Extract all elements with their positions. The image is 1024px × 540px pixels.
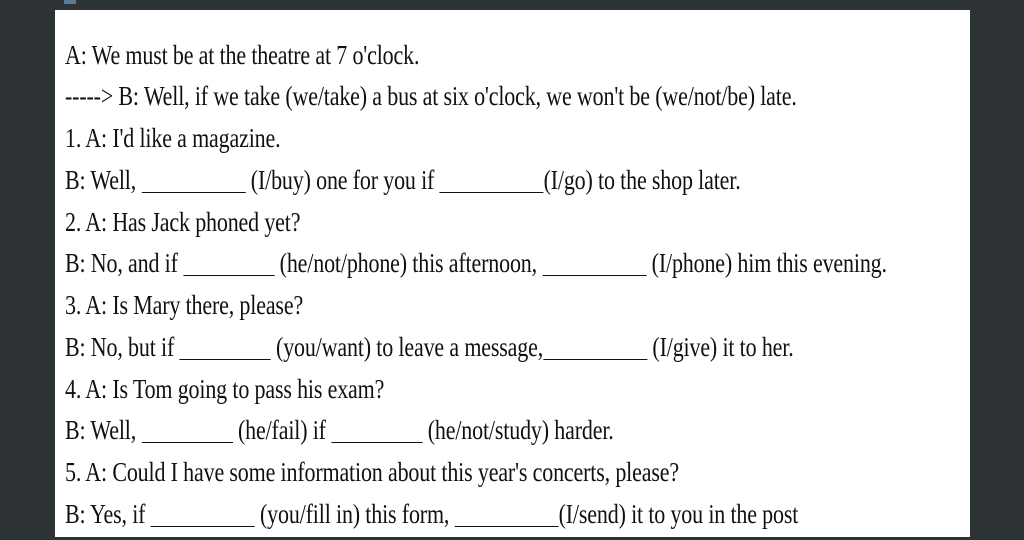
item-3-line-a: 3. A: Is Mary there, please? [65,289,304,320]
text-segment: (I/phone) him this evening. [646,247,887,278]
item-2-line-a: 2. A: Has Jack phoned yet? [65,206,301,237]
text-segment: (I/buy) one for you if [245,164,440,195]
answer-blank[interactable] [455,504,559,527]
item-2-line-b [65,248,887,278]
answer-blank[interactable] [542,253,646,276]
item-1-line-b [65,165,741,195]
text-segment: (I/go) to the shop later. [543,164,741,195]
answer-blank[interactable] [543,337,647,360]
text-segment: (I/give) it to her. [647,331,794,362]
text-segment: (he/fail) if [232,414,332,445]
text-segment: B: Yes, if [65,498,151,529]
text-segment: (you/fill in) this form, [254,498,455,529]
text-segment: B: Well, [65,164,142,195]
item-3-line-b [65,332,794,362]
text-segment: (you/want) to leave a message, [270,331,544,362]
text-segment: (he/not/phone) this afternoon, [274,247,543,278]
text-segment: B: No, but if [65,331,180,362]
text-segment: (he/not/study) harder. [422,414,614,445]
answer-blank[interactable] [183,253,274,276]
text-segment: B: No, and if [65,247,184,278]
item-5-line-b [65,499,798,529]
answer-blank[interactable] [141,170,245,193]
item-1-line-a: 1. A: I'd like a magazine. [65,122,281,153]
worksheet [55,10,970,537]
text-segment: (I/send) it to you in the post [558,498,799,529]
text-segment: B: Well, [65,414,142,445]
answer-blank[interactable] [440,170,544,193]
answer-blank[interactable] [151,504,255,527]
item-4-line-b [65,415,614,445]
item-4-line-a: 4. A: Is Tom going to pass his exam? [65,373,385,404]
example-line-a: A: We must be at the theatre at 7 o'clock. [65,39,420,70]
corner-accent [64,0,76,4]
answer-blank[interactable] [179,337,270,360]
answer-blank[interactable] [141,420,232,443]
example-line-b: -----> B: Well, if we take (we/take) a bus at six o'clock, we won't be (we/not/be) late. [65,80,797,111]
answer-blank[interactable] [331,420,422,443]
item-5-line-a: 5. A: Could I have some information about this year's concerts, please? [65,456,679,487]
